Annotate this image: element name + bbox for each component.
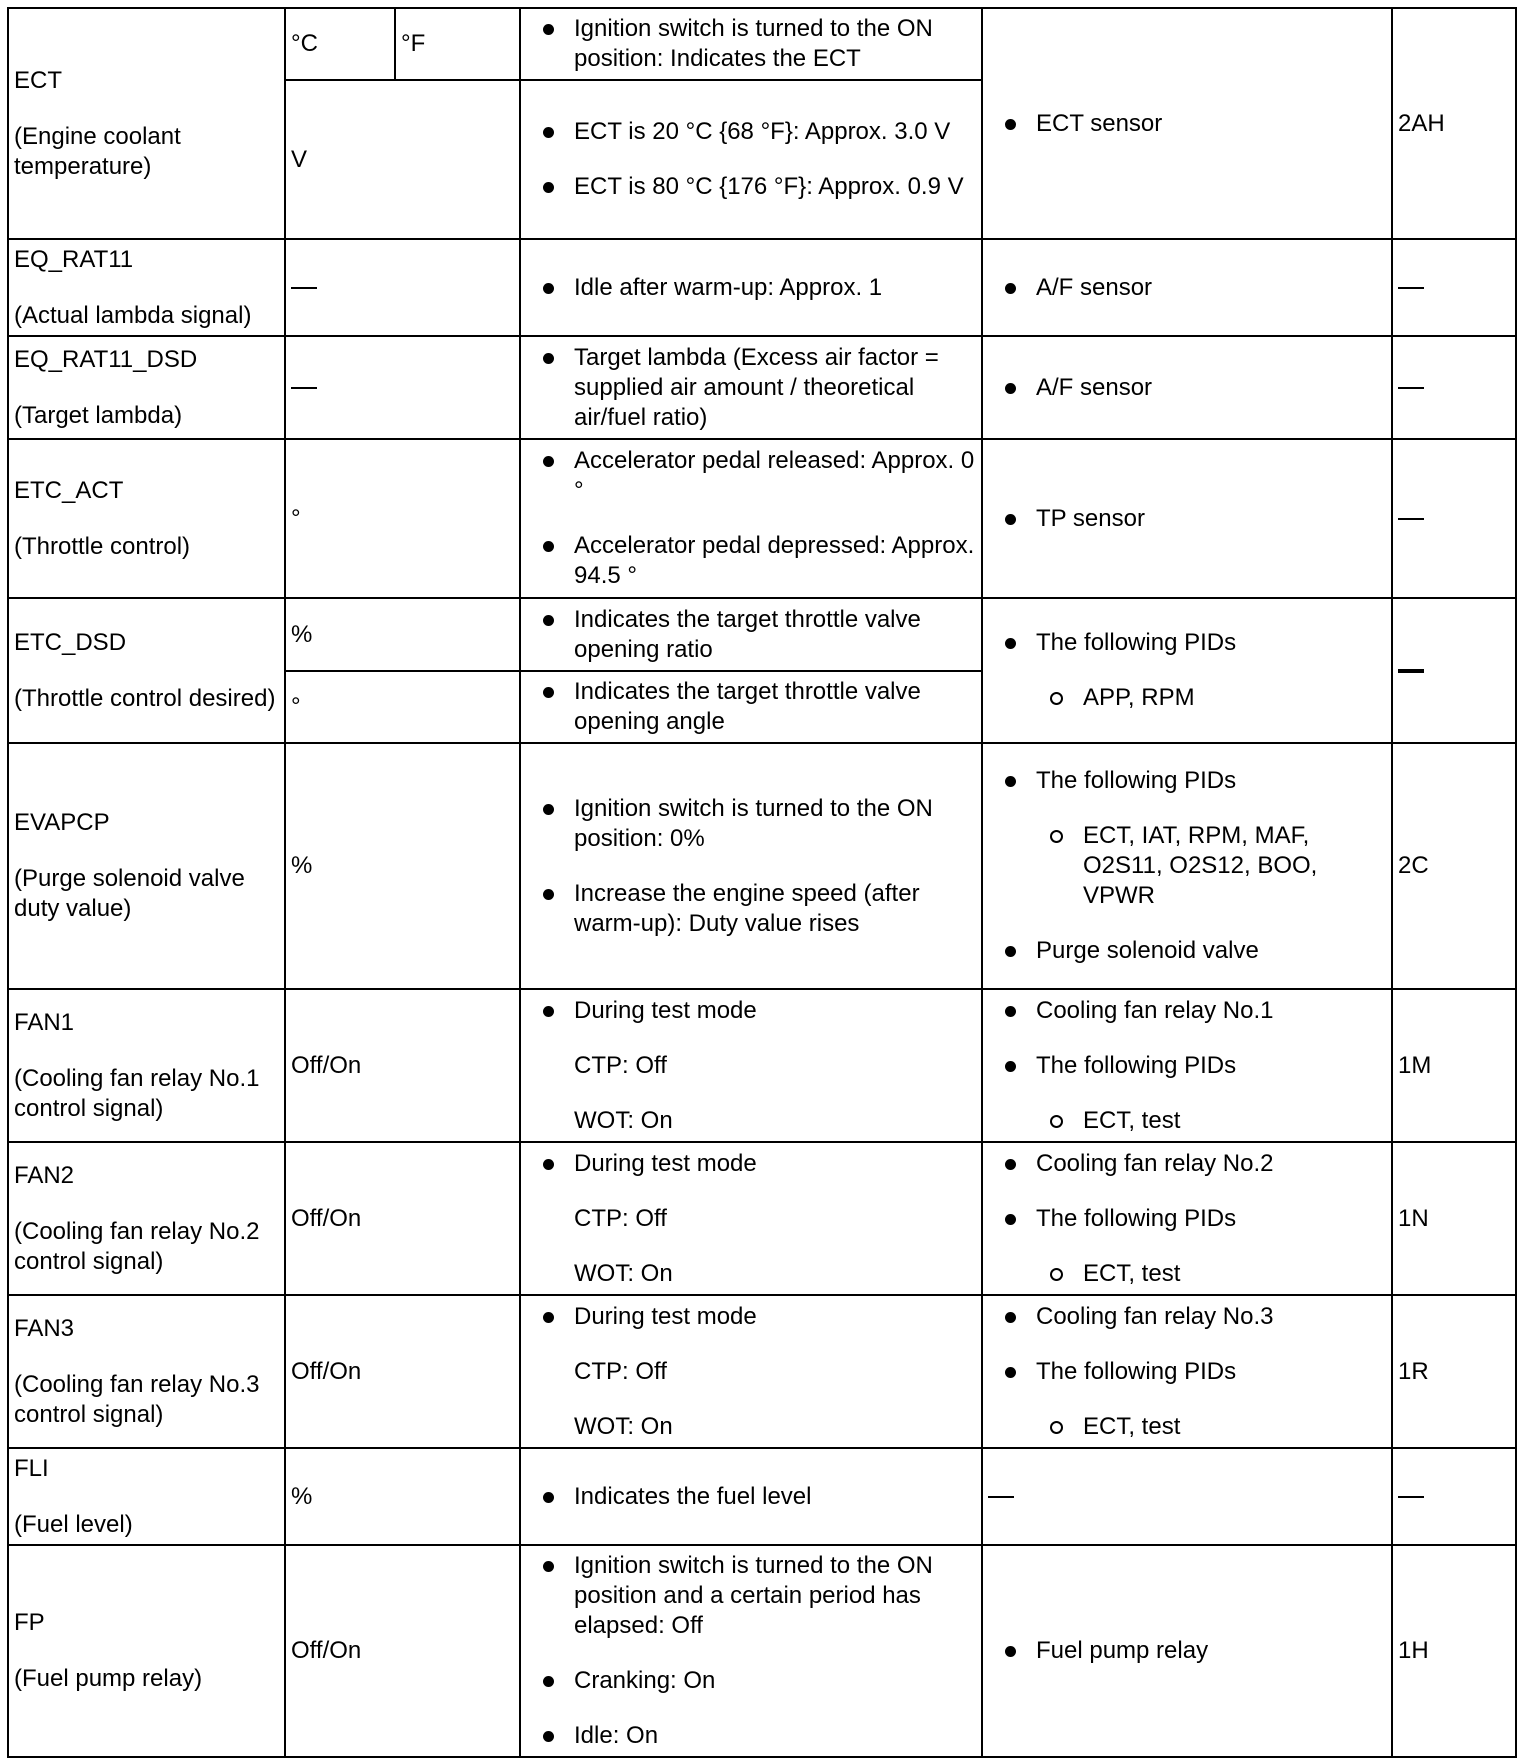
condition-cell — [520, 743, 982, 989]
related-item: TP sensor — [1036, 504, 1386, 534]
table-row — [8, 598, 1516, 671]
terminal-cell: 2AH — [1392, 8, 1516, 239]
condition-cell — [520, 989, 982, 1142]
terminal-dash — [1398, 1496, 1424, 1498]
pid-description: (Fuel pump relay) — [14, 1665, 203, 1692]
related-item: Cooling fan relay No.3 — [1036, 1302, 1386, 1332]
related-cell — [982, 336, 1392, 439]
pid-description: (Actual lambda signal) — [14, 301, 252, 329]
related-item: Purge solenoid valve — [1036, 936, 1386, 966]
condition-cell — [520, 80, 982, 239]
unit-cell: Off/On — [285, 1295, 520, 1448]
terminal-cell: 1M — [1392, 989, 1516, 1142]
condition-cell — [520, 1448, 982, 1545]
related-label: The following PIDs — [1036, 1051, 1237, 1079]
related-cell — [982, 439, 1392, 598]
terminal-cell — [1392, 336, 1516, 439]
condition-item: Increase the engine speed (after warm-up): Duty value rises — [574, 879, 976, 939]
pid-cell — [8, 8, 285, 239]
condition-item: Idle: On — [574, 1721, 976, 1751]
table-row — [8, 1545, 1516, 1757]
condition-item — [574, 1302, 976, 1442]
related-cell — [982, 989, 1392, 1142]
related-subitem: ECT, test — [1083, 1412, 1386, 1442]
condition-cell — [520, 439, 982, 598]
condition-label: During test mode — [574, 1149, 757, 1177]
pid-description: (Cooling fan relay No.3 control signal) — [14, 1370, 260, 1428]
condition-item — [574, 996, 976, 1136]
related-cell — [982, 1545, 1392, 1757]
pid-name: ETC_ACT — [14, 476, 124, 504]
pid-cell — [8, 743, 285, 989]
unit-cell — [285, 336, 520, 439]
condition-line: WOT: On — [574, 1412, 673, 1440]
terminal-dash — [1398, 287, 1424, 289]
condition-label: During test mode — [574, 1302, 757, 1330]
terminal-cell: 2C — [1392, 743, 1516, 989]
pid-description: (Throttle control) — [14, 532, 191, 560]
related-item: A/F sensor — [1036, 273, 1386, 303]
condition-item: Target lambda (Excess air factor = supplied air amount / theoretical air/fuel ratio) — [574, 343, 976, 433]
condition-item: Indicates the target throttle valve opening angle — [574, 677, 976, 737]
condition-cell — [520, 1142, 982, 1295]
pid-cell — [8, 989, 285, 1142]
terminal-dash — [1398, 518, 1424, 520]
table-row — [8, 8, 1516, 80]
pid-name: FLI — [14, 1454, 49, 1482]
condition-cell — [520, 8, 982, 80]
unit-cell: °F — [395, 8, 520, 80]
terminal-cell: 1N — [1392, 1142, 1516, 1295]
related-cell — [982, 598, 1392, 743]
condition-item: Ignition switch is turned to the ON position: Indicates the ECT — [574, 14, 976, 74]
pid-description: (Throttle control desired) — [14, 684, 276, 712]
condition-line: CTP: Off — [574, 1357, 667, 1385]
condition-item: ECT is 80 °C {176 °F}: Approx. 0.9 V — [574, 172, 976, 202]
terminal-cell — [1392, 239, 1516, 336]
unit-cell: °C — [285, 8, 395, 80]
related-cell — [982, 1448, 1392, 1545]
unit-cell — [285, 239, 520, 336]
condition-item — [574, 1149, 976, 1289]
condition-item: Accelerator pedal depressed: Approx. 94.5 ° — [574, 532, 975, 589]
related-cell — [982, 8, 1392, 239]
pid-name: EQ_RAT11 — [14, 245, 134, 273]
related-item: Cooling fan relay No.1 — [1036, 996, 1386, 1026]
pid-name: FAN2 — [14, 1161, 75, 1189]
pid-cell — [8, 1448, 285, 1545]
related-cell — [982, 743, 1392, 989]
related-item: Fuel pump relay — [1036, 1636, 1386, 1666]
condition-item: Ignition switch is turned to the ON position: 0% — [574, 794, 976, 854]
table-row — [8, 336, 1516, 439]
related-subitem: ECT, test — [1083, 1106, 1386, 1136]
related-subitem: APP, RPM — [1083, 683, 1386, 713]
pid-cell — [8, 598, 285, 743]
pid-description: (Fuel level) — [14, 1510, 133, 1538]
condition-item: Ignition switch is turned to the ON position and a certain period has elapsed: Off — [574, 1551, 976, 1641]
pid-cell — [8, 1295, 285, 1448]
pid-name: ETC_DSD — [14, 628, 127, 656]
pid-name: EQ_RAT11_DSD — [14, 345, 198, 373]
pid-name: FP — [14, 1609, 45, 1636]
condition-item: Indicates the fuel level — [574, 1482, 976, 1512]
pid-description: (Target lambda) — [14, 401, 183, 429]
pid-cell — [8, 439, 285, 598]
pid-name: ECT — [14, 66, 62, 94]
table-row — [8, 239, 1516, 336]
terminal-dash — [1398, 387, 1424, 389]
related-item — [1036, 1051, 1386, 1136]
table-row — [8, 989, 1516, 1142]
pid-description: (Engine coolant temperature) — [14, 122, 181, 180]
related-label: The following PIDs — [1036, 767, 1237, 794]
terminal-cell: 1R — [1392, 1295, 1516, 1448]
table-row — [8, 439, 1516, 598]
table-row — [8, 1295, 1516, 1448]
condition-cell — [520, 1545, 982, 1757]
condition-item: Accelerator pedal released: Approx. 0 ° — [574, 447, 975, 504]
pid-cell — [8, 1545, 285, 1757]
condition-line: CTP: Off — [574, 1204, 667, 1232]
condition-item: Indicates the target throttle valve opening ratio — [574, 605, 976, 665]
table-row — [8, 1448, 1516, 1545]
condition-cell — [520, 336, 982, 439]
condition-label: During test mode — [574, 996, 757, 1024]
related-item — [1036, 1357, 1386, 1442]
condition-cell — [520, 598, 982, 671]
condition-item: Cranking: On — [574, 1666, 976, 1696]
table-row — [8, 743, 1516, 989]
unit-cell: % — [285, 598, 520, 671]
unit-cell: Off/On — [285, 1545, 520, 1757]
condition-cell — [520, 239, 982, 336]
condition-line: CTP: Off — [574, 1051, 667, 1079]
pid-name: EVAPCP — [14, 809, 110, 836]
terminal-cell — [1392, 598, 1516, 743]
terminal-cell — [1392, 439, 1516, 598]
related-item: Cooling fan relay No.2 — [1036, 1149, 1386, 1179]
condition-item: ECT is 20 °C {68 °F}: Approx. 3.0 V — [574, 117, 976, 147]
table-row — [8, 1142, 1516, 1295]
related-cell — [982, 1295, 1392, 1448]
terminal-cell: 1H — [1392, 1545, 1516, 1757]
pid-description: (Cooling fan relay No.2 control signal) — [14, 1217, 260, 1275]
related-cell — [982, 239, 1392, 336]
unit-cell: Off/On — [285, 1142, 520, 1295]
unit-dash — [291, 287, 317, 289]
unit-cell: % — [285, 743, 520, 989]
unit-dash — [291, 387, 317, 389]
condition-line: WOT: On — [574, 1259, 673, 1287]
condition-line: WOT: On — [574, 1106, 673, 1134]
unit-cell: % — [285, 1448, 520, 1545]
unit-cell: V — [285, 80, 520, 239]
related-item: A/F sensor — [1036, 373, 1386, 403]
terminal-cell — [1392, 1448, 1516, 1545]
pid-cell — [8, 336, 285, 439]
related-item — [1036, 1204, 1386, 1289]
unit-cell: ° — [285, 671, 520, 743]
pid-description: (Purge solenoid valve duty value) — [14, 865, 245, 922]
condition-cell — [520, 1295, 982, 1448]
pid-cell — [8, 1142, 285, 1295]
pid-monitoring-table — [7, 7, 1517, 1758]
condition-item: Idle after warm-up: Approx. 1 — [574, 273, 976, 303]
related-subitem: ECT, test — [1083, 1259, 1386, 1289]
related-label: The following PIDs — [1036, 1204, 1237, 1232]
related-cell — [982, 1142, 1392, 1295]
pid-name: FAN1 — [14, 1008, 75, 1036]
pid-name: FAN3 — [14, 1314, 75, 1342]
related-item — [1036, 628, 1386, 713]
related-label: The following PIDs — [1036, 1357, 1237, 1385]
related-label: The following PIDs — [1036, 629, 1237, 656]
unit-cell: ° — [285, 439, 520, 598]
related-dash — [988, 1496, 1014, 1498]
pid-cell — [8, 239, 285, 336]
related-subitem: ECT, IAT, RPM, MAF, O2S11, O2S12, BOO, VPWR — [1083, 821, 1386, 911]
related-item: ECT sensor — [1036, 109, 1386, 139]
condition-cell — [520, 671, 982, 743]
terminal-dash — [1398, 669, 1424, 673]
unit-cell: Off/On — [285, 989, 520, 1142]
related-item — [1036, 766, 1386, 911]
pid-description: (Cooling fan relay No.1 control signal) — [14, 1064, 260, 1122]
